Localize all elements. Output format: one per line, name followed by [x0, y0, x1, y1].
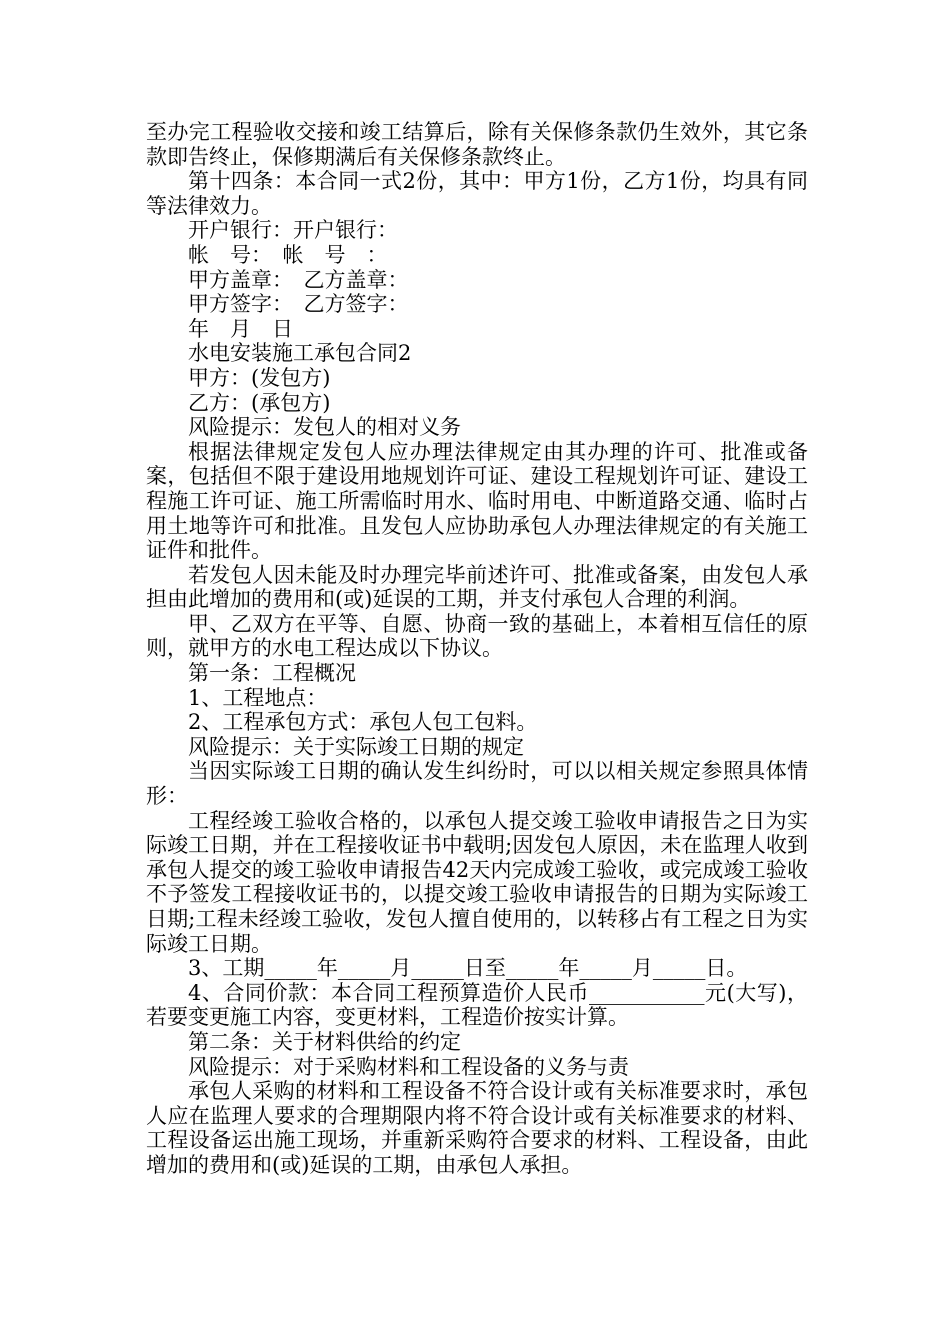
document-paragraph: 工程经竣工验收合格的，以承包人提交竣工验收申请报告之日为实际竣工日期，并在工程接收证书中载明;因发包人原因，未在监理人收到承包人提交的竣工验收申请报告42天内完成竣工验收，或完成竣工验收不予签发工程接收证书的，以提交竣工验收申请报告的日期为实际竣工日期;工程未经竣工验收，发包人擅自使用的，以转移占有工程之日为实际竣工日期。 — [146, 808, 808, 956]
document-paragraph: 甲方盖章： 乙方盖章： — [188, 267, 409, 292]
document-paragraph: 甲方签字： 乙方签字： — [188, 292, 409, 317]
document-paragraph: 至办完工程验收交接和竣工结算后，除有关保修条款仍生效外，其它条款即告终止，保修期满后有关保修条款终止。 — [146, 120, 808, 169]
document-paragraph: 第十四条：本合同一式2份，其中：甲方1份，乙方1份，均具有同等法律效力。 — [146, 169, 808, 218]
document-paragraph: 第二条：关于材料供给的约定 — [188, 1029, 461, 1054]
document-paragraph: 4、合同价款：本合同工程预算造价人民币___________元(大写)，若要变更施工内容，变更材料，工程造价按实计算。 — [146, 980, 808, 1030]
document-paragraph: 当因实际竣工日期的确认发生纠纷时，可以以相关规定参照具体情形： — [146, 759, 808, 809]
document-paragraph: 水电安装施工承包合同2 — [188, 341, 412, 366]
document-paragraph: 若发包人因未能及时办理完毕前述许可、批准或备案，由发包人承担由此增加的费用和(或)延误的工期，并支付承包人合理的利润。 — [146, 562, 808, 612]
document-paragraph: 开户银行：开户银行： — [188, 218, 398, 243]
document-paragraph: 1、工程地点： — [188, 685, 328, 710]
document-paragraph: 风险提示：发包人的相对义务 — [188, 415, 461, 440]
document-paragraph: 2、工程承包方式：承包人包工包料。 — [188, 710, 538, 735]
document-paragraph: 风险提示：对于采购材料和工程设备的义务与责 — [188, 1054, 629, 1079]
document-paragraph: 风险提示：关于实际竣工日期的规定 — [188, 734, 524, 759]
document-paragraph: 年 月 日 — [188, 316, 293, 341]
document-paragraph: 第一条：工程概况 — [188, 661, 356, 686]
document-paragraph: 3、工期_____年_____月_____日至_____年_____月_____日。 — [188, 956, 748, 981]
document-page — [146, 120, 808, 1178]
document-paragraph: 帐 号： 帐 号 ： — [188, 242, 388, 267]
document-paragraph: 承包人采购的材料和工程设备不符合设计或有关标准要求时，承包人应在监理人要求的合理期限内将不符合设计或有关标准要求的材料、工程设备运出施工现场，并重新采购符合要求的材料、工程设备，由此增加的费用和(或)延误的工期，由承包人承担。 — [146, 1079, 808, 1177]
document-paragraph: 甲方：(发包方) — [188, 365, 331, 390]
document-paragraph: 根据法律规定发包人应办理法律规定由其办理的许可、批准或备案，包括但不限于建设用地规划许可证、建设工程规划许可证、建设工程施工许可证、施工所需临时用水、临时用电、中断道路交通、临时占用土地等许可和批准。且发包人应协助承包人办理法律规定的有关施工证件和批件。 — [146, 439, 808, 563]
document-paragraph: 甲、乙双方在平等、自愿、协商一致的基础上，本着相互信任的原则，就甲方的水电工程达成以下协议。 — [146, 611, 808, 661]
document-paragraph: 乙方：(承包方) — [188, 390, 331, 415]
